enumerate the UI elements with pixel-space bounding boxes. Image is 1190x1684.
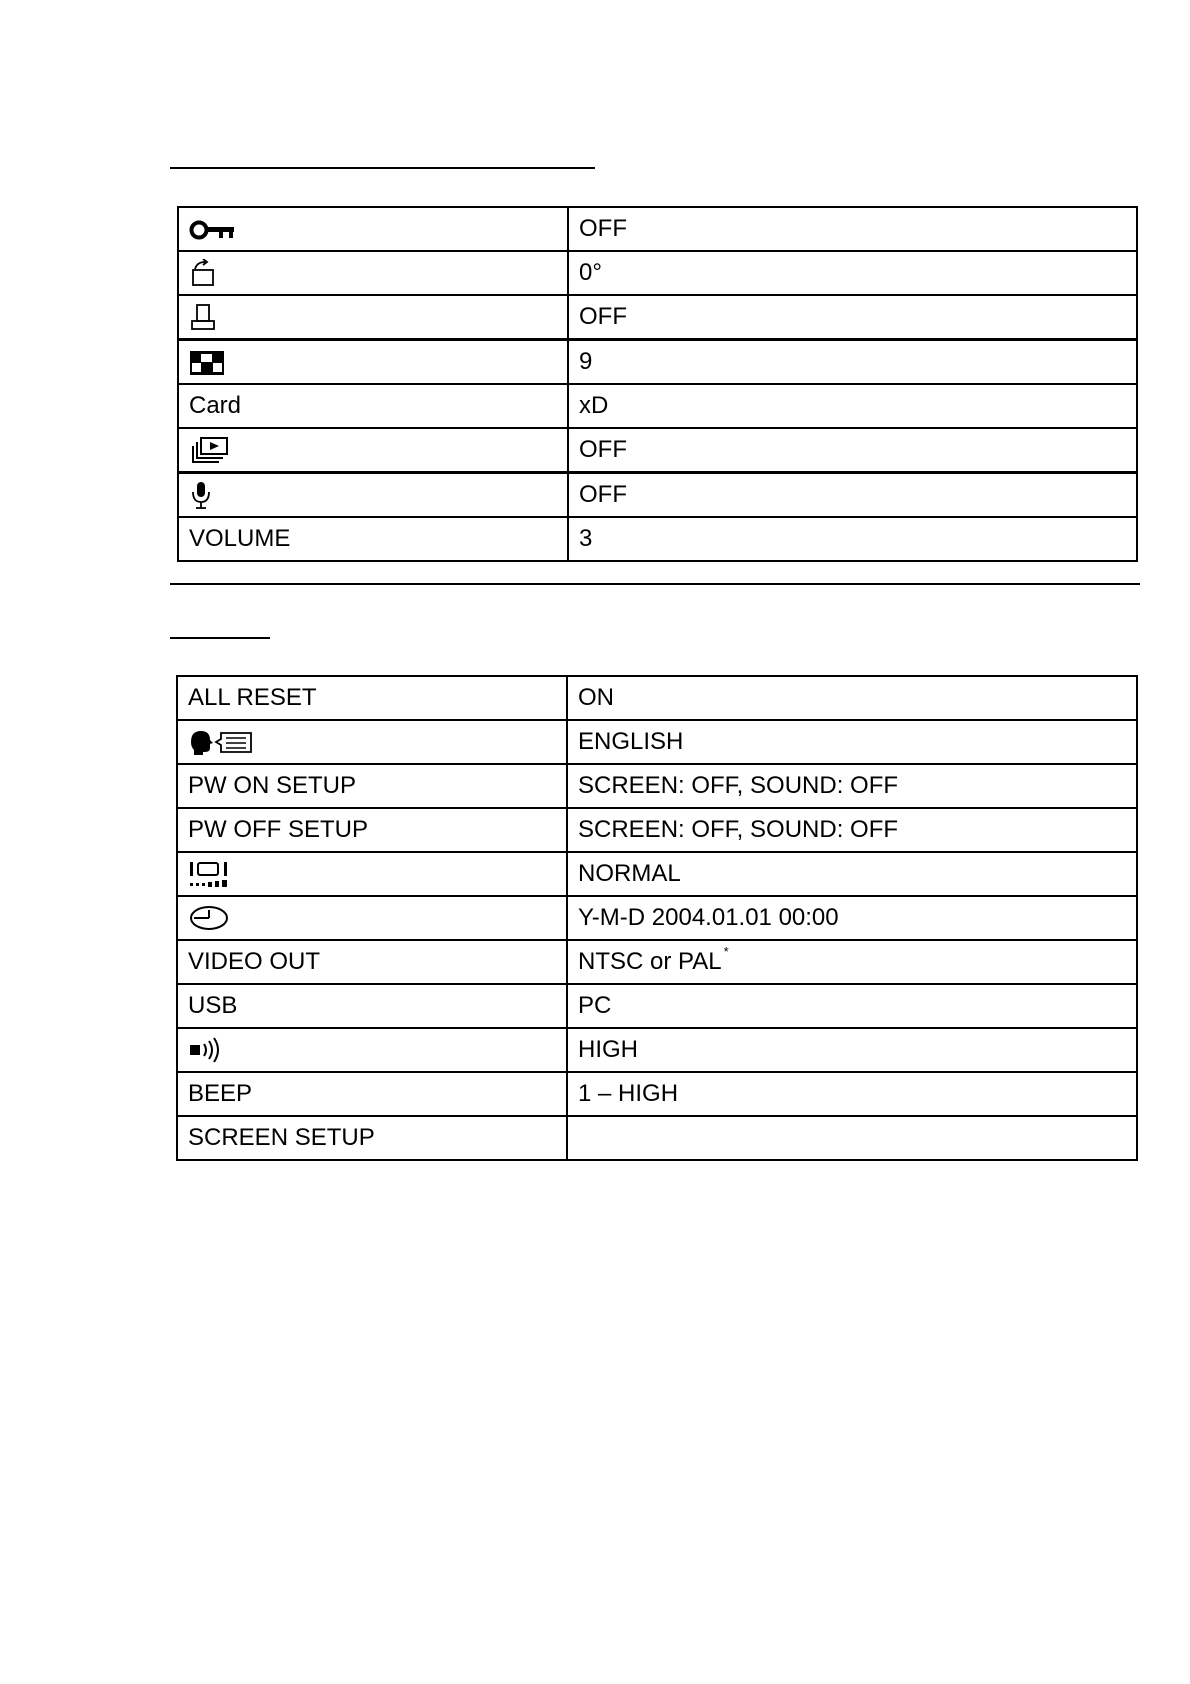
table-row <box>177 896 1137 940</box>
table-row <box>177 852 1137 896</box>
setting-cell <box>177 676 567 720</box>
setting-cell <box>178 384 568 428</box>
table-row <box>178 251 1137 295</box>
value-cell: OFF <box>568 295 1137 340</box>
setting-cell <box>177 940 567 984</box>
print-order-icon <box>189 303 219 331</box>
table-row <box>177 720 1137 764</box>
table-row <box>177 940 1137 984</box>
setting-cell <box>177 984 567 1028</box>
setting-label: Card <box>189 392 242 419</box>
value-cell: 1 – HIGH <box>567 1072 1137 1116</box>
value-cell: NORMAL <box>567 852 1137 896</box>
setting-cell <box>177 1028 567 1072</box>
table-row <box>178 517 1137 561</box>
table-row <box>177 1028 1137 1072</box>
playback-settings-table <box>177 206 1138 562</box>
setting-cell <box>178 428 568 473</box>
footnote-marker: * <box>723 944 729 959</box>
value-cell: xD <box>568 384 1137 428</box>
setting-label: BEEP <box>188 1080 253 1107</box>
setting-label: ALL RESET <box>188 684 317 711</box>
value-cell: PC <box>567 984 1137 1028</box>
heading-underline-2 <box>170 637 270 639</box>
slideshow-icon <box>189 436 229 464</box>
setting-cell <box>177 808 567 852</box>
value-cell <box>567 940 1137 984</box>
value-cell: 0° <box>568 251 1137 295</box>
setting-cell <box>177 1072 567 1116</box>
table-row <box>177 764 1137 808</box>
table-row <box>177 676 1137 720</box>
setting-label: VOLUME <box>189 525 291 552</box>
table-row <box>178 473 1137 518</box>
rotate-icon <box>189 259 219 287</box>
table-row <box>177 1072 1137 1116</box>
value-cell: ON <box>567 676 1137 720</box>
setting-cell <box>178 473 568 518</box>
value-text: NTSC or PAL <box>578 948 722 975</box>
value-cell: Y-M-D 2004.01.01 00:00 <box>567 896 1137 940</box>
setting-cell <box>178 295 568 340</box>
setting-label: PW OFF SETUP <box>188 816 368 843</box>
protect-key-icon <box>189 218 237 242</box>
setting-label: USB <box>188 992 238 1019</box>
setting-cell <box>178 340 568 385</box>
table-row <box>178 428 1137 473</box>
value-cell: 9 <box>568 340 1137 385</box>
value-cell: SCREEN: OFF, SOUND: OFF <box>567 808 1137 852</box>
table-row <box>178 384 1137 428</box>
setting-cell <box>178 517 568 561</box>
thumbnail-grid-icon <box>189 350 225 376</box>
setting-cell <box>177 852 567 896</box>
setting-cell <box>178 207 568 251</box>
monitor-brightness-icon <box>188 859 230 889</box>
setup-settings-table <box>176 675 1138 1161</box>
value-cell <box>567 1116 1137 1160</box>
table-row <box>177 1116 1137 1160</box>
value-cell: OFF <box>568 428 1137 473</box>
speaker-volume-icon <box>188 1036 226 1064</box>
section-divider <box>170 583 1140 585</box>
value-cell: OFF <box>568 473 1137 518</box>
setting-cell <box>177 1116 567 1160</box>
value-cell: 3 <box>568 517 1137 561</box>
setting-cell <box>178 251 568 295</box>
table-row <box>178 295 1137 340</box>
value-cell: OFF <box>568 207 1137 251</box>
clock-icon <box>188 904 230 932</box>
language-icon <box>188 728 254 756</box>
value-cell: SCREEN: OFF, SOUND: OFF <box>567 764 1137 808</box>
table-row <box>178 340 1137 385</box>
value-cell: HIGH <box>567 1028 1137 1072</box>
microphone-icon <box>189 480 213 510</box>
setting-label: SCREEN SETUP <box>188 1124 375 1151</box>
table-row <box>177 984 1137 1028</box>
setting-label: VIDEO OUT <box>188 948 321 975</box>
value-cell: ENGLISH <box>567 720 1137 764</box>
setting-label: PW ON SETUP <box>188 772 357 799</box>
setting-cell <box>177 720 567 764</box>
setting-cell <box>177 764 567 808</box>
heading-underline-1 <box>170 167 595 169</box>
table-row <box>177 808 1137 852</box>
table-row <box>178 207 1137 251</box>
setting-cell <box>177 896 567 940</box>
